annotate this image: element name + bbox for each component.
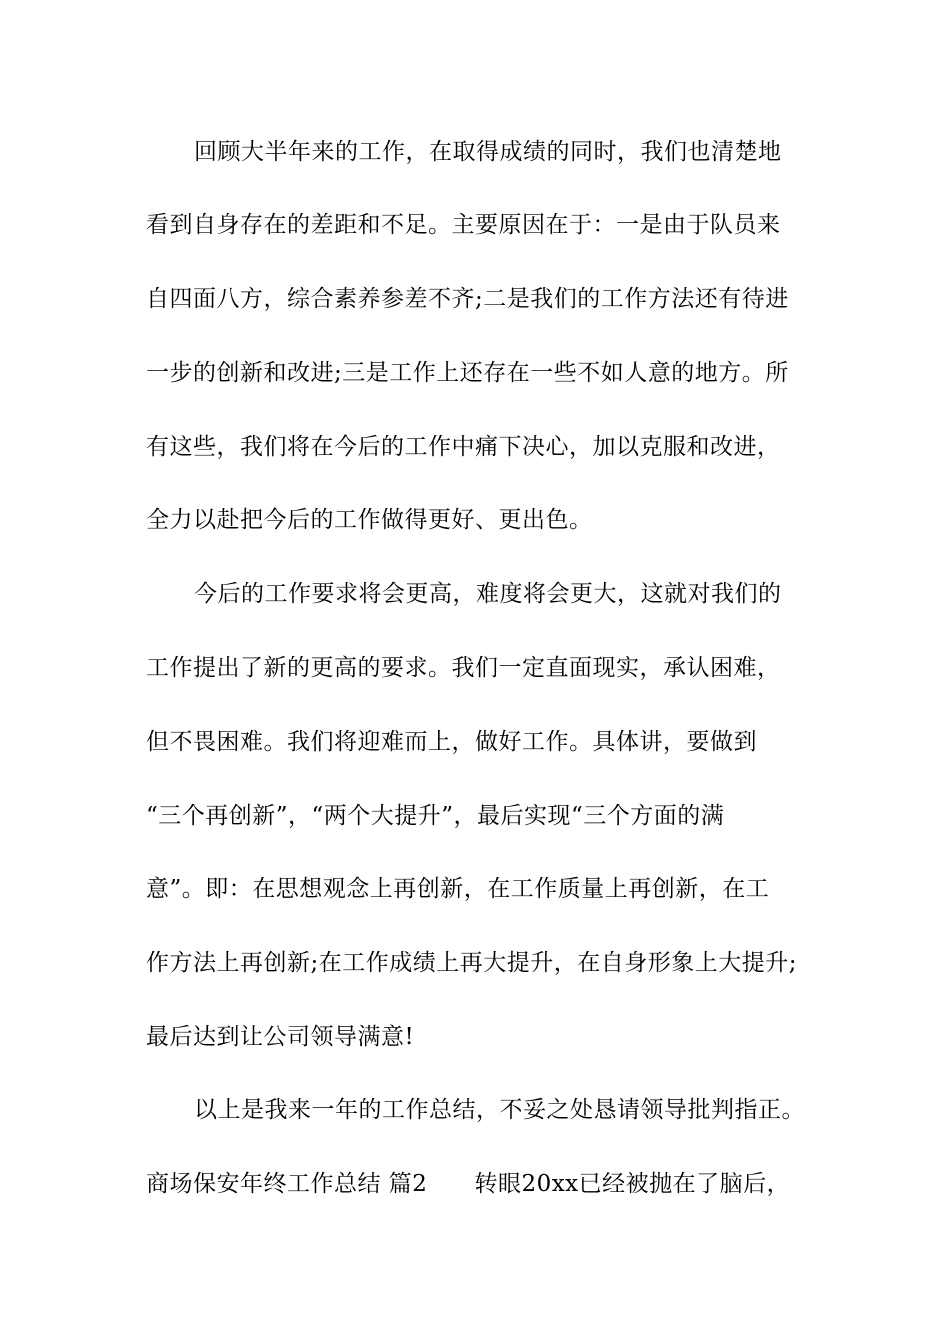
- paragraph-line: 自四面八方，综合素养参差不齐;二是我们的工作方法还有待进: [146, 286, 789, 312]
- paragraph-line: 有这些，我们将在今后的工作中痛下决心，加以克服和改进，: [146, 434, 781, 460]
- paragraph-line: 意”。即：在思想观念上再创新，在工作质量上再创新，在工: [146, 876, 770, 902]
- paragraph-line: “三个再创新”，“两个大提升”，最后实现“三个方面的满: [146, 803, 725, 829]
- paragraph-line: 但不畏困难。我们将迎难而上，做好工作。具体讲，要做到: [146, 729, 757, 755]
- paragraph-line: 全力以赴把今后的工作做得更好、更出色。: [146, 507, 593, 533]
- paragraph-line: 看到自身存在的差距和不足。主要原因在于：一是由于队员来: [146, 212, 781, 238]
- paragraph-line: 工作提出了新的更高的要求。我们一定直面现实，承认困难，: [146, 655, 781, 681]
- paragraph-line: 今后的工作要求将会更高，难度将会更大，这就对我们的: [194, 581, 782, 607]
- paragraph-line: 作方法上再创新;在工作成绩上再大提升，在自身形象上大提升;: [146, 950, 797, 976]
- section-heading-line: 商场保安年终工作总结 篇2 转眼20xx已经被抛在了脑后，: [146, 1171, 791, 1197]
- paragraph-line: 一步的创新和改进;三是工作上还存在一些不如人意的地方。所: [146, 360, 789, 386]
- paragraph-line: 回顾大半年来的工作，在取得成绩的同时，我们也清楚地: [194, 139, 782, 165]
- paragraph-line: 以上是我来一年的工作总结，不妥之处恳请领导批判指正。: [194, 1097, 805, 1123]
- paragraph-line: 最后达到让公司领导满意!: [146, 1024, 415, 1050]
